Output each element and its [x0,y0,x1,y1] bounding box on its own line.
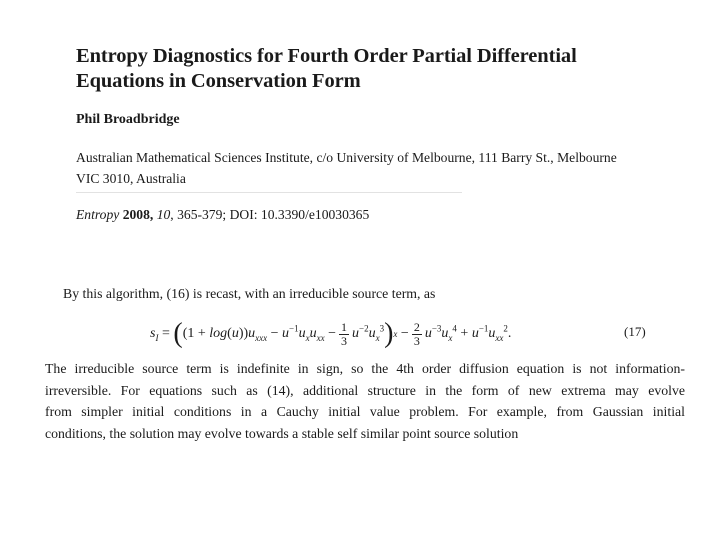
affiliation [76,147,696,189]
author-name: Phil Broadbridge [76,112,180,127]
affiliation-line-2: VIC 3010, Australia [76,171,186,186]
fraction-one-third: $\frac{1}{3}$ [341,319,348,348]
title-line-1: Entropy Diagnostics for Fourth Order Partial Differential [76,45,577,67]
citation-year: 2008, [122,207,154,222]
paper-title [76,44,696,94]
body-paragraph [45,358,685,444]
equation-open-paren: ( [173,318,183,349]
equation-17: $s_I$ = ( $(1 + \log(u))u_{xxx} - u^{-1}u_xu_{xx}$ − $\frac{1}{3}$ $u^{-2}u_x^3$ ) x − $\frac{2}{3}$ $u^{-3}u_x^4 + u^{-1}u_{xx}^2$. [150,318,512,349]
equation-term-1: $(1 + \log(u))u_{xxx} - u^{-1}u_xu_{xx}$ − [182,323,337,343]
paragraph-line-3: from simpler initial conditions in a Cauchy initial value problem. For example, from Gaussian initial [45,404,685,420]
title-line-2: Equations in Conservation Form [76,70,361,92]
equation-close-paren: ) [384,318,394,349]
citation-rest: , 365-379; DOI: 10.3390/e10030365 [170,207,370,222]
citation [76,207,369,223]
citation-volume: 10 [156,207,171,222]
header-divider [76,192,462,193]
citation-journal: Entropy [76,207,120,222]
affiliation-line-1: Australian Mathematical Sciences Institute, c/o University of Melbourne, 111 Barry St., Melbourne [76,150,617,165]
equation-term-3: $u^{-3}u_x^4 + u^{-1}u_{xx}^2$. [424,323,512,343]
intro-sentence: By this algorithm, (16) is recast, with an irreducible source term, as [63,286,436,301]
fraction-two-thirds: $\frac{2}{3}$ [413,319,420,348]
paragraph-line-4: conditions, the solution may evolve towards a stable self similar point source solution [45,425,519,441]
paragraph-line-1: The irreducible source term is indefinite in sign, so the 4th order diffusion equation is not information- [45,361,685,376]
equation-minus: − [397,326,409,341]
equation-number: (17) [624,324,646,339]
paragraph-line-2: irreversible. For equations such as (14), additional structure in the form of new extrema may evolve [45,382,685,398]
equation-term-2: $u^{-2}u_x^3$ [352,323,385,343]
equation-lhs: $s_I$ = [150,326,174,343]
